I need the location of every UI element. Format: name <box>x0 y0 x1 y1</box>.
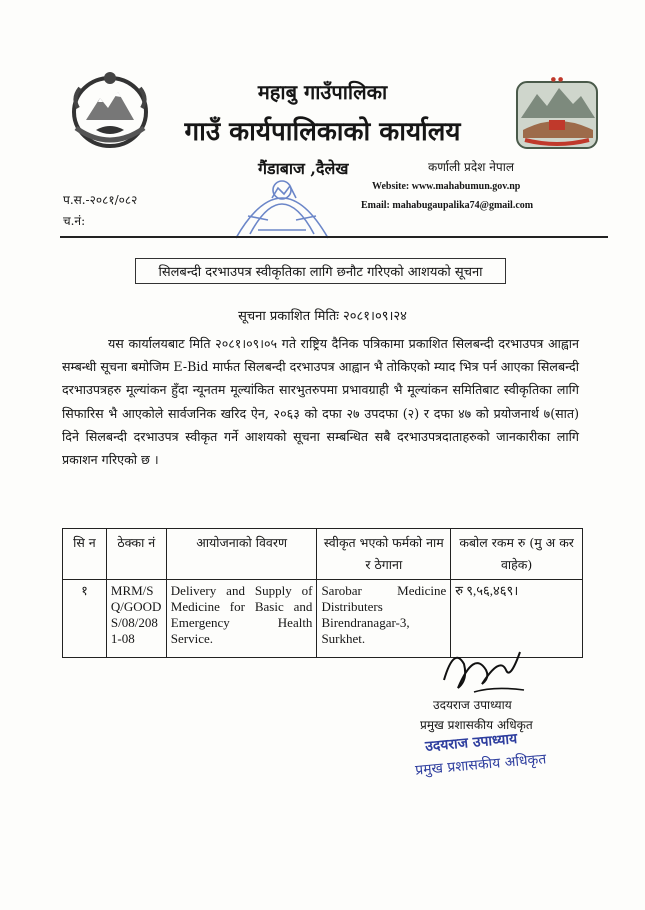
published-date: सूचना प्रकाशित मितिः २०८१।०९।२४ <box>238 309 407 324</box>
email-text: Email: mahabugaupalika74@gmail.com <box>361 200 534 211</box>
stamp-name: उदयराज उपाध्याय <box>424 731 518 755</box>
column-header: स्वीकृत भएको फर्मको नाम र ठेगाना <box>317 529 451 580</box>
serial-number-cell: १ <box>63 580 107 658</box>
notice-subject-text: सिलबन्दी दरभाउपत्र स्वीकृतिका लागि छनौट गरिएको आशयको सूचना <box>158 265 483 280</box>
table-header-row <box>63 529 583 580</box>
column-header: आयोजनाको विवरण <box>166 529 317 580</box>
office-seal-icon <box>228 168 336 244</box>
municipality-name: महाबु गाउँपालिका <box>257 80 388 104</box>
bid-amount-cell: रु ९,५६,४६९। <box>451 580 583 658</box>
signatory-title: प्रमुख प्रशासकीय अधिकृत <box>420 718 533 732</box>
svg-text:● ●: ● ● <box>550 76 564 83</box>
signatory-name: उदयराज उपाध्याय <box>433 698 512 712</box>
office-location: गैंडाबाज ,दैलेख <box>258 159 349 178</box>
stamp-title: प्रमुख प्रशासकीय अधिकृत <box>414 751 547 779</box>
award-table <box>62 528 583 658</box>
column-header: सि न <box>63 529 107 580</box>
column-header: ठेक्का नं <box>106 529 166 580</box>
project-description-cell: Delivery and Supply of Medicine for Basic and Emergency Health Service. <box>166 580 317 658</box>
notice-body: यस कार्यालयबाट मिति २०८१।०९।०५ गते राष्ट्रिय दैनिक पत्रिकामा प्रकाशित सिलबन्दी दरभाउपत्र आह्वान सम्बन्धी सूचना बमोजिम E-Bid मार्फत सिलबन्दी दरभाउपत्र आह्वान भै तोकिएको म्याद भित्र पर्न आएका सिलबन्दी दरभाउपत्रहरु मूल्यांकन हुँदा न्यूनतम मूल्यांकित सारभुतरुपमा प्रभावग्राही भै मूल्यांकन समितिबाट स्वीकृतिका लागि सिफारिस भै आएकोले सार्वजनिक खरिद ऐन, २०६३ को दफा २७ उपदफा (२) र दफा ४७ को प्रयोजनार्थ ७(सात) दिने सिलबन्दी दरभाउपत्र स्वीकृत गर्ने आशयको सूचना सम्बन्धित सबै दरभाउपत्रदाताहरुको जानकारीका लागि प्रकाशन गरिएको छ । <box>62 336 579 468</box>
reference-number: प.स.-२०८१/०८२ <box>63 193 138 207</box>
contract-number-cell: MRM/SQ/GOODS/08/2081-08 <box>106 580 166 658</box>
dispatch-number: च.नं: <box>63 214 86 228</box>
signature-icon <box>434 640 530 698</box>
province-name: कर्णाली प्रदेश नेपाल <box>428 160 514 174</box>
header-divider <box>60 236 608 238</box>
column-header: कबोल रकम रु (मु अ कर वाहेक) <box>451 529 583 580</box>
office-name: गाउँ कार्यपालिकाको कार्यालय <box>184 117 461 147</box>
firm-address-cell: Sarobar Medicine Distributers Birendranagar-3, Surkhet. <box>317 580 451 658</box>
notice-subject <box>135 258 506 284</box>
website-text: Website: www.mahabumun.gov.np <box>372 181 521 192</box>
